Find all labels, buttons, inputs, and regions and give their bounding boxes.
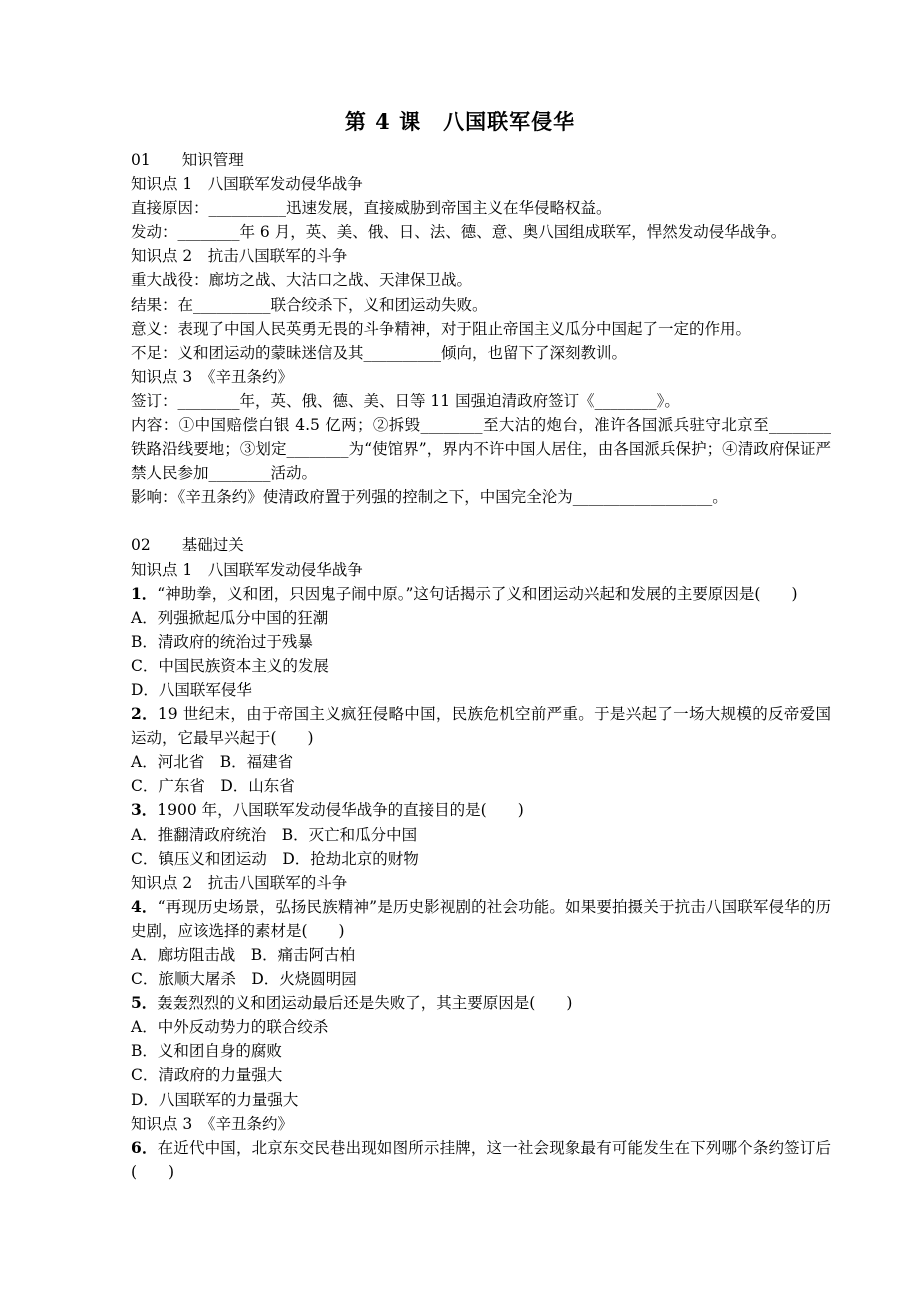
q5-option-b: B．义和团自身的腐败 [131,1042,282,1061]
question-6 [131,1136,831,1184]
question-3 [131,798,831,822]
q5-option-c: C．清政府的力量强大 [131,1066,283,1085]
kp2-shortcoming: 不足：义和团运动的蒙昧迷信及其__________倾向，也留下了深刻教训。 [131,343,628,362]
page-title: 第 4 课 八国联军侵华 [344,109,576,134]
q5-option-d: D．八国联军的力量强大 [131,1090,299,1109]
section-divider [131,509,831,533]
question-stem: 轰轰烈烈的义和团运动最后还是失败了，其主要原因是( ) [157,994,573,1013]
knowledge-point-1: 知识点 1 八国联军发动侵华战争 [131,175,363,194]
q2-options-cd: C．广东省 D．山东省 [131,777,295,796]
section-heading-basic: 02 基础过关 [131,536,244,555]
kp3-signing: 签订：________年，英、俄、德、美、日等 11 国强迫清政府签订《________》。 [131,391,680,410]
question-5 [131,991,831,1015]
section-heading-knowledge: 01 知识管理 [131,151,244,169]
kp3-content: 内容：①中国赔偿白银 4.5 亿两；②拆毁________至大沽的炮台，准许各国派兵驻守北京至________铁路沿线要地；③划定________为“使馆界”，界内不许中国人居住，由各国派兵保护；④清政府保证严禁人民参加________活动。 [131,416,831,483]
q1-option-a: A．列强掀起瓜分中国的狂潮 [131,608,329,627]
question-2 [131,702,831,750]
worksheet-content [131,148,831,1184]
basic-knowledge-point-1: 知识点 1 八国联军发动侵华战争 [131,560,363,579]
question-number: 1． [131,583,158,603]
kp2-meaning: 意义：表现了中国人民英勇无畏的斗争精神，对于阻止帝国主义瓜分中国起了一定的作用。 [131,319,752,338]
question-number: 6． [131,1137,158,1157]
question-number: 3． [131,800,158,820]
q5-option-a: A．中外反动势力的联合绞杀 [131,1018,329,1037]
q1-option-d: D．八国联军侵华 [131,680,252,699]
kp2-battles: 重大战役：廊坊之战、大沽口之战、天津保卫战。 [131,271,473,290]
q2-options-ab: A．河北省 B．福建省 [131,753,294,772]
q1-option-c: C．中国民族资本主义的发展 [131,656,329,675]
basic-knowledge-point-3: 知识点 3 《辛丑条约》 [131,1114,294,1133]
question-4 [131,895,831,943]
q3-options-ab: A．推翻清政府统治 B．灭亡和瓜分中国 [131,825,418,844]
q3-options-cd: C．镇压义和团运动 D．抢劫北京的财物 [131,849,419,868]
kp2-result: 结果：在__________联合绞杀下，义和团运动失败。 [131,295,488,314]
kp1-direct-cause: 直接原因：__________迅速发展，直接威胁到帝国主义在华侵略权益。 [131,199,612,218]
question-stem: 19 世纪末，由于帝国主义疯狂侵略中国，民族危机空前严重。于是兴起了一场大规模的反帝爱国运动，它最早兴起于( ) [131,705,831,748]
q4-options-ab: A．廊坊阻击战 B．痛击阿古柏 [131,946,356,964]
q1-option-b: B．清政府的统治过于残暴 [131,632,313,651]
kp3-impact: 影响：《辛丑条约》使清政府置于列强的控制之下，中国完全沦为__________________。 [131,488,728,507]
kp1-launch: 发动：________年 6 月，英、美、俄、日、法、德、意、奥八国组成联军，悍然发动侵华战争。 [131,223,787,242]
question-stem: 1900 年，八国联军发动侵华战争的直接目的是( ) [157,801,524,820]
q4-options-cd: C．旅顺大屠杀 D．火烧圆明园 [131,970,357,989]
knowledge-point-3: 知识点 3 《辛丑条约》 [131,367,294,386]
question-stem: “再现历史场景，弘扬民族精神”是历史影视剧的社会功能。如果要拍摄关于抗击八国联军侵华的历史剧，应该选择的素材是( ) [131,897,831,940]
question-1 [131,582,831,606]
question-stem: “神助拳，义和团，只因鬼子闹中原。”这句话揭示了义和团运动兴起和发展的主要原因是( ) [157,584,798,603]
question-number: 2． [131,704,158,724]
knowledge-point-2: 知识点 2 抗击八国联军的斗争 [131,247,348,266]
question-stem: 在近代中国，北京东交民巷出现如图所示挂牌，这一社会现象最有可能发生在下列哪个条约签订后( ) [131,1138,831,1181]
question-number: 5． [131,993,158,1013]
question-number: 4． [131,896,158,916]
basic-knowledge-point-2: 知识点 2 抗击八国联军的斗争 [131,873,348,892]
